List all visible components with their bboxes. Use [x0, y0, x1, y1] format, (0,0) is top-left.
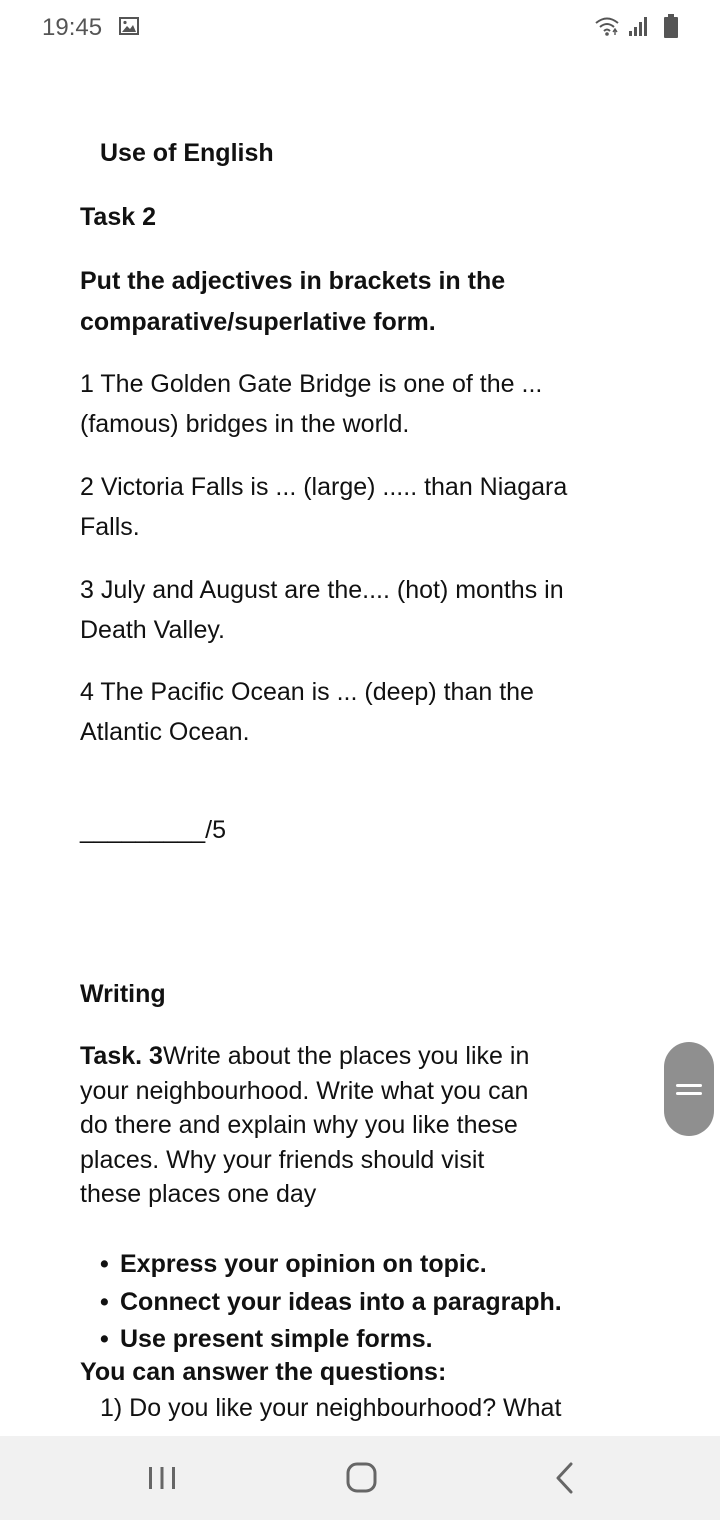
- wifi-icon: [594, 15, 620, 37]
- task3-text-1: Write about the places you like in: [162, 1042, 530, 1070]
- gallery-icon: [119, 17, 139, 35]
- task3-line-5: these places one day: [80, 1180, 317, 1208]
- item-1-line-2: (famous) bridges in the world.: [80, 410, 410, 438]
- item-4-line-2: Atlantic Ocean.: [80, 718, 250, 746]
- bullet-item: • Express your opinion on topic.: [100, 1250, 487, 1278]
- item-2-line-2: Falls.: [80, 513, 140, 541]
- signal-icon: [628, 15, 650, 37]
- section-title-use-of-english: Use of English: [100, 139, 274, 167]
- bullet-item: • Connect your ideas into a paragraph.: [100, 1287, 562, 1316]
- score-line: _________/5: [80, 816, 226, 844]
- bullet-item: • Use present simple forms.: [100, 1325, 433, 1353]
- scroll-handle[interactable]: [664, 1042, 714, 1136]
- task3-line-3: do there and explain why you like these: [80, 1111, 518, 1139]
- task3-line-2: your neighbourhood. Write what you can: [80, 1077, 529, 1105]
- task3-line-4: places. Why your friends should visit: [80, 1146, 485, 1174]
- question-1: 1) Do you like your neighbourhood? What: [100, 1394, 562, 1422]
- status-time: 19:45: [42, 14, 103, 41]
- task3-line-1: [80, 1039, 529, 1074]
- task2-instruction-line-2: comparative/superlative form.: [80, 308, 436, 336]
- questions-heading: You can answer the questions:: [80, 1358, 447, 1386]
- item-1-line-1: 1 The Golden Gate Bridge is one of the ...: [80, 370, 543, 398]
- home-button[interactable]: [337, 1456, 387, 1500]
- bullet-list: [100, 1246, 660, 1359]
- back-button[interactable]: [539, 1456, 589, 1500]
- item-3-line-2: Death Valley.: [80, 616, 225, 644]
- item-2-line-1: 2 Victoria Falls is ... (large) ..... than Niagara: [80, 473, 568, 501]
- recent-apps-button[interactable]: [137, 1456, 187, 1500]
- navigation-bar: [0, 1436, 720, 1520]
- item-4-line-1: 4 The Pacific Ocean is ... (deep) than the: [80, 678, 534, 706]
- writing-title: Writing: [80, 980, 166, 1008]
- item-3-line-1: 3 July and August are the.... (hot) months in: [80, 576, 564, 604]
- task2-instruction-line-1: Put the adjectives in brackets in the: [80, 267, 506, 295]
- task3-label: Task. 3: [80, 1042, 163, 1070]
- document-view[interactable]: [0, 56, 720, 1436]
- task2-heading: Task 2: [80, 203, 156, 231]
- status-bar: [0, 0, 720, 56]
- battery-icon: [664, 14, 678, 38]
